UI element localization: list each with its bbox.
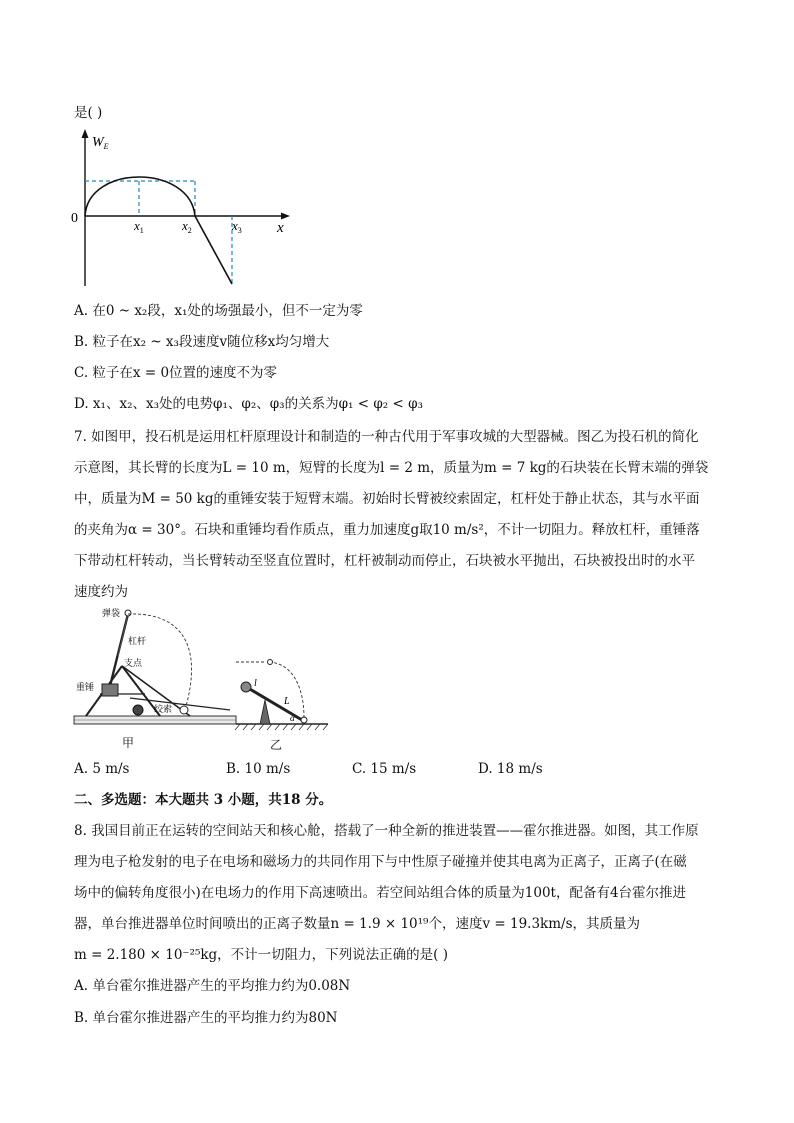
label-short-arm: l [254, 678, 257, 689]
label-bag: 弹袋 [102, 608, 121, 618]
weight-ball-icon [241, 682, 251, 692]
stone-icon [180, 706, 188, 714]
label-lever: 杠杆 [128, 636, 147, 646]
q7-option-b: B. 10 m/s [226, 761, 291, 777]
section-heading: 二、多选题：本大题共 3 小题，共18 分。 [74, 792, 333, 808]
tick-x3: $x_3$ [232, 218, 242, 235]
q7-stem-line-4: 的夹角为α = 30°。石块和重锤均看作质点，重力加速度g取10 m/s²，不计一切阻力。释放杠杆，重锤落 [74, 522, 700, 538]
q8-stem-line-1: 8. 我国目前正在运转的空间站天和核心舱，搭载了一种全新的推进装置——霍尔推进器。如图，其工作原 [74, 823, 699, 839]
q6-option-b: B. 粒子在x₂ ~ x₃段速度v随位移x均匀增大 [74, 334, 330, 350]
bag-icon [125, 610, 131, 616]
q7-stem-line-6: 速度约为 [74, 584, 128, 600]
tick-x1: $x_1$ [134, 218, 144, 235]
counterweight-icon [102, 684, 118, 696]
q7-option-d: D. 18 m/s [478, 761, 543, 777]
q6-option-a: A. 在0 ~ x₂段，x₁处的场强最小，但不一定为零 [74, 303, 363, 319]
q6-option-d: D. x₁、x₂、x₃处的电势φ₁、φ₂、φ₃的关系为φ₁ < φ₂ < φ₃ [74, 396, 423, 412]
q7-option-c: C. 15 m/s [352, 761, 417, 777]
q7-stem-line-2: 示意图，其长臂的长度为L = 10 m，短臂的长度为l = 2 m，质量为m = 7 kg的石块装在长臂末端的弹袋 [74, 460, 709, 476]
q8-option-b: B. 单台霍尔推进器产生的平均推力约为80N [74, 1010, 338, 1026]
q6-stem-tail: 是( ) [74, 105, 103, 121]
gear-icon [133, 705, 143, 715]
label-pivot: 支点 [124, 658, 143, 668]
q8-stem-line-2: 理为电子枪发射的电子在电场和磁场力的共同作用下与中性原子碰撞并使其电离为正离子，正离子(在磁 [74, 854, 687, 870]
q7-figure-jia [70, 606, 240, 746]
label-long-arm: L [284, 696, 290, 707]
y-axis-label: $W_E$ [92, 135, 109, 151]
pivot-support-icon [260, 700, 270, 724]
q7-stem-line-5: 下带动杠杆转动，当长臂转动至竖直位置时，杠杆被制动而停止，石块被水平抛出，石块被投出时的水平 [74, 553, 695, 569]
q6-graph [66, 126, 296, 296]
x-axis-label: x [277, 220, 284, 236]
q7-stem-line-1: 7. 如图甲，投石机是运用杠杆原理设计和制造的一种古代用于军事攻城的大型器械。图乙为投石机的简化 [74, 429, 699, 445]
origin-label: 0 [71, 211, 78, 226]
q7-caption-yi: 乙 [270, 738, 283, 752]
label-angle: α [290, 713, 295, 723]
q8-stem-line-4: 器，单台推进器单位时间喷出的正离子数量n = 1.9 × 10¹⁹个，速度v = 19.3km/s，其质量为 [74, 916, 640, 932]
tick-x2: $x_2$ [182, 218, 192, 235]
q8-option-a: A. 单台霍尔推进器产生的平均推力约为0.08N [74, 978, 351, 994]
q7-option-a: A. 5 m/s [74, 761, 130, 777]
q8-stem-line-5: m = 2.180 × 10⁻²⁵kg，不计一切阻力，下列说法正确的是( ) [74, 947, 449, 963]
q6-option-c: C. 粒子在x = 0位置的速度不为零 [74, 365, 278, 381]
q8-stem-line-3: 场中的偏转角度很小)在电场力的作用下高速喷出。若空间站组合体的质量为100t，配备有4台霍尔推进 [74, 885, 687, 901]
q7-stem-line-3: 中，质量为M = 50 kg的重锤安装于短臂末端。初始时长臂被绞索固定，杠杆处于静止状态，其与水平面 [74, 491, 700, 507]
q7-figure-yi [232, 656, 332, 736]
label-weight: 重锤 [76, 682, 95, 692]
label-rope: 绞索 [154, 704, 173, 714]
q7-caption-jia: 甲 [122, 736, 135, 750]
